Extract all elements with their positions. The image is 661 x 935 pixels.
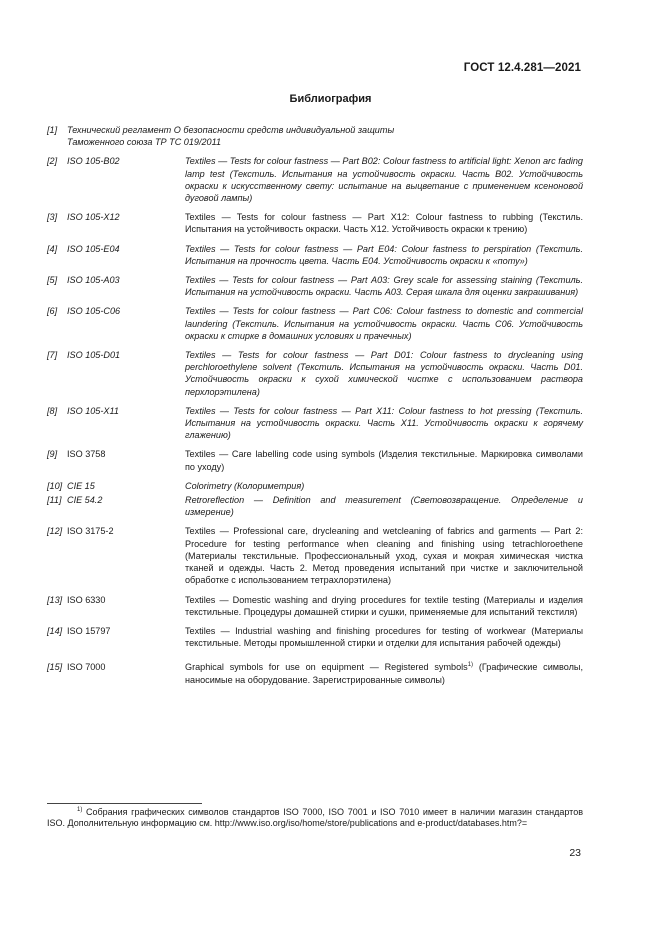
page-title: Библиография — [289, 93, 372, 105]
entry-description: Технический регламент О безопасности средств индивидуальной защиты Таможенного союза ТР ТС 019/2011 — [67, 125, 395, 148]
entry-code: ISO 105-X11 — [67, 405, 119, 416]
bibliography-entry-7 — [47, 349, 583, 398]
bibliography-entry-5 — [47, 274, 583, 298]
footnote-separator — [47, 803, 202, 804]
entry-text: Graphical symbols for use on equipment — Registered symbols — [185, 662, 468, 673]
entry-description: Textiles — Tests for colour fastness — Part C06: Colour fastness to domestic and commercial laundering (Текстиль. Испытания на устойчивость окраски. Часть C06. Устойчивость окраски к стирке в домашних условиях и прачечных) — [185, 306, 583, 341]
bibliography-entry-15 — [47, 661, 583, 685]
entry-description: Textiles — Tests for colour fastness — Part E04: Colour fastness to perspiration (Текстиль. Испытания на прочность цвета. Часть E04. Устойчивость окраски к «поту») — [185, 243, 583, 266]
entry-description: Textiles — Professional care, drycleaning and wetcleaning of fabrics and garments — Part 2: Procedure for testing performance when cleaning and finishing using tetrachloroethene (Материалы текстильные. Профессиональный уход, сухая и мокрая химическая чистка тканей и одежды. Часть 2. Метод проведения испытаний при чистке и заключительной обработке с использованием тетрахлорэтилена) — [185, 526, 583, 586]
bibliography-entry-11 — [47, 494, 583, 518]
bibliography-entry-1 — [47, 124, 583, 148]
entry-description: Textiles — Tests for colour fastness — Part X12: Colour fastness to rubbing (Текстиль. Испытания на устойчивость окраски. Часть X12. Устойчивость окраски к трению) — [185, 212, 583, 235]
entry-code: ISO 105-B02 — [67, 156, 120, 167]
entry-code: ISO 105-D01 — [67, 350, 121, 361]
entry-code: ISO 3758 — [67, 449, 106, 460]
entry-description — [185, 661, 583, 685]
entry-description: Textiles — Tests for colour fastness — Part A03: Grey scale for assessing staining (Текстиль. Испытания на устойчивость окраски. Часть A03. Серая шкала для оценки закрашивания) — [185, 275, 583, 298]
entry-code: ISO 6330 — [67, 594, 106, 605]
entry-code: ISO 105-X12 — [67, 212, 120, 223]
bibliography-entry-9 — [47, 448, 583, 472]
entry-number: [9] — [47, 449, 58, 460]
entry-code: ISO 105-E04 — [67, 243, 120, 254]
entry-code: CIE 15 — [67, 480, 95, 491]
bibliography-entry-4 — [47, 243, 583, 267]
entry-code: ISO 105-A03 — [67, 275, 120, 286]
document-id: ГОСТ 12.4.281—2021 — [463, 62, 581, 74]
entry-code: ISO 15797 — [67, 625, 111, 636]
entry-number: [11] — [47, 495, 62, 506]
entry-number: [2] — [47, 156, 58, 167]
entry-number: [7] — [47, 350, 58, 361]
entry-number: [4] — [47, 243, 58, 254]
entry-description: Textiles — Industrial washing and finishing procedures for testing of workwear (Материалы текстильные. Методы промышленной стирки и отделки для испытания рабочей одежды) — [185, 625, 583, 649]
entry-number: [5] — [47, 275, 58, 286]
entry-number: [6] — [47, 306, 58, 317]
footnote-text: Собрания графических символов стандартов ISO 7000, ISO 7001 и ISO 7010 имеет в наличии магазин стандартов ISO. Дополнительную информацию см. http://www.iso.org/iso/home/store/publications and e-product/databases.htm?= — [47, 807, 583, 829]
entry-description: Retroreflection — Definition and measurement (Световозвращение. Определение и измерение) — [185, 495, 583, 518]
footnote-reference[interactable]: 1) — [467, 662, 474, 669]
entry-number: [12] — [47, 526, 63, 537]
entry-number: [13] — [47, 594, 63, 605]
bibliography-entry-3 — [47, 211, 583, 235]
entry-number: [10] — [47, 480, 63, 491]
entry-description: Textiles — Tests for colour fastness — Part B02: Colour fastness to artificial light: Xenon arc fading lamp test (Текстиль. Испытания на устойчивость окраски. Часть B02. Устойчивость окраски к искусственному свету: испытание на выцветание с применением ксеноновой дуговой лампы) — [185, 156, 583, 204]
entry-number: [8] — [47, 405, 58, 416]
bibliography-entry-10 — [47, 480, 583, 492]
bibliography-entry-12 — [47, 525, 583, 586]
entry-code: ISO 105-C06 — [67, 306, 121, 317]
bibliography-list — [47, 124, 583, 693]
entry-code: ISO 7000 — [67, 662, 106, 673]
bibliography-entry-14 — [47, 625, 583, 649]
entry-number: [14] — [47, 625, 63, 636]
footnote: $^{1)}$ Собрания графических символов стандартов ISO 7000, ISO 7001 и ISO 7010 имеет в наличии магазин стандартов ISO. Дополнительную информацию см. http://www.iso.org/iso/home/store/publications and e-product/databases.htm?= — [47, 807, 583, 829]
entry-code: ISO 3175-2 — [67, 526, 114, 537]
entry-number: [1] — [47, 125, 58, 135]
bibliography-entry-8 — [47, 405, 583, 442]
bibliography-entry-13 — [47, 594, 583, 618]
entry-description: Colorimetry (Колориметрия) — [185, 480, 305, 491]
entry-number: [15] — [47, 662, 63, 673]
entry-text-continued: (Графические символы, наносимые на оборудование. Зарегистрированные символы) — [185, 662, 583, 685]
entry-description: Textiles — Tests for colour fastness — Part X11: Colour fastness to hot pressing (Текстиль. Испытания на устойчивость окраски. Часть X11. Устойчивость окраски к горячему глажению) — [185, 405, 583, 441]
entry-number: [3] — [47, 212, 58, 223]
entry-description: Textiles — Domestic washing and drying procedures for textile testing (Материалы и изделия текстильные. Процедуры домашней стирки и сушки, применяемые для испытаний текстиля) — [185, 594, 583, 617]
page-number: 23 — [569, 847, 581, 859]
bibliography-entry-2 — [47, 155, 583, 204]
entry-description: Textiles — Care labelling code using symbols (Изделия текстильные. Маркировка символами по уходу) — [185, 449, 583, 472]
bibliography-entry-6 — [47, 305, 583, 342]
entry-code: CIE 54.2 — [67, 495, 103, 506]
entry-description: Textiles — Tests for colour fastness — Part D01: Colour fastness to drycleaning using perchloroethylene solvent (Текстиль. Испытания на устойчивость окраски. Часть D01. Устойчивость окраски к сухой химической чистке с использованием раствора перхлорэтилена) — [185, 350, 583, 397]
